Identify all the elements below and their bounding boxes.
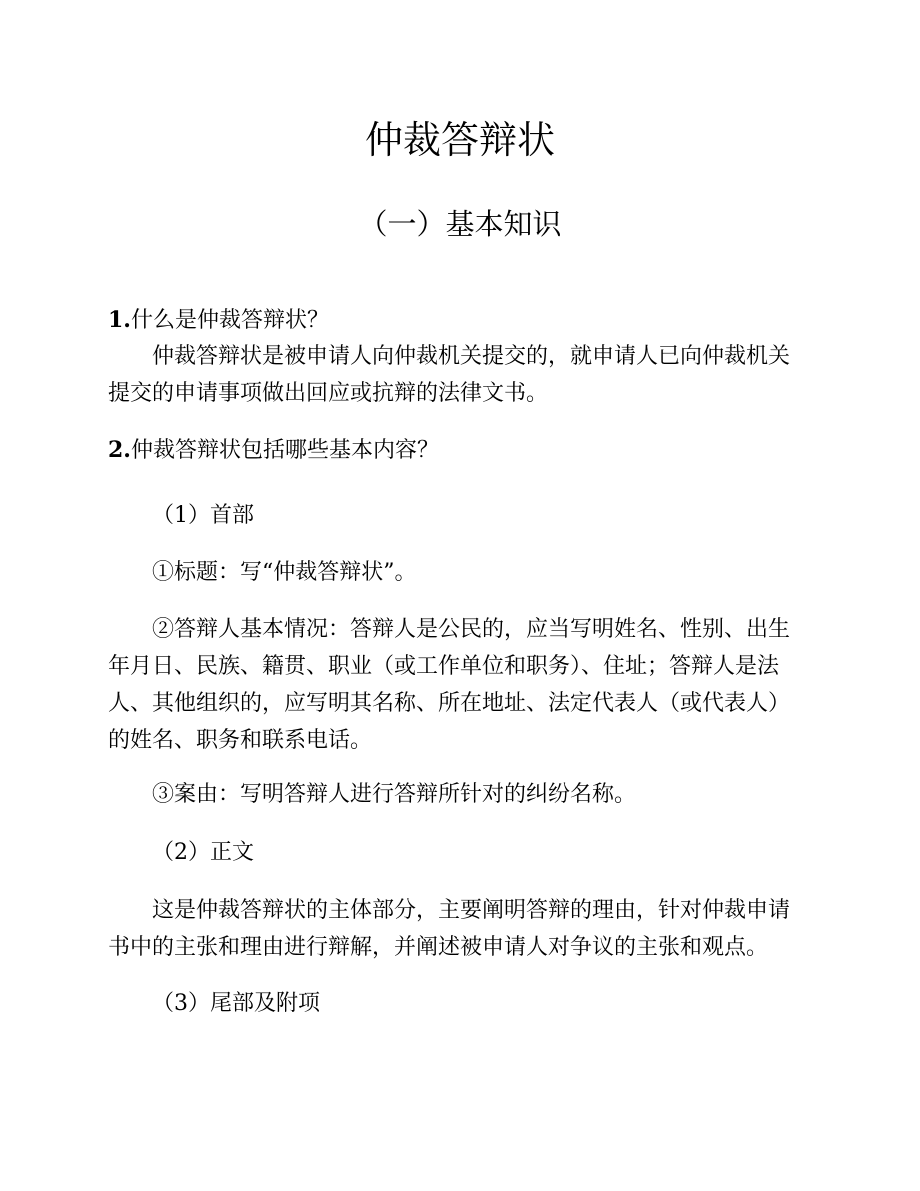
question-1-answer: 仲裁答辩状是被申请人向仲裁机关提交的，就申请人已向仲裁机关提交的申请事项做出回应或抗辩的法律文书。: [108, 344, 791, 406]
question-1-number: 1.: [108, 307, 131, 333]
part-1-heading: （1）首部: [152, 503, 254, 528]
part-1-item-case-cause: ③案由：写明答辩人进行答辩所针对的纠纷名称。: [152, 782, 637, 807]
part-1-item-title: ①标题：写“仲裁答辩状”。: [152, 560, 417, 585]
part-2-text: 这是仲裁答辩状的主体部分，主要阐明答辩的理由，针对仲裁申请书中的主张和理由进行辩解，并阐述被申请人对争议的主张和观点。: [108, 898, 791, 960]
document-title: 仲裁答辩状: [364, 118, 555, 162]
question-2-number: 2.: [108, 437, 131, 463]
question-1: [108, 302, 808, 339]
question-2: [108, 432, 808, 469]
part-1-item-respondent-info: ②答辩人基本情况：答辩人是公民的，应当写明姓名、性别、出生年月日、民族、籍贯、职业（或工作单位和职务）、住址；答辩人是法人、其他组织的，应写明其名称、所在地址、法定代表人（或代表人）的姓名、职务和联系电话。: [108, 617, 791, 753]
part-2-heading: （2）正文: [152, 840, 254, 865]
question-2-text: 仲裁答辩状包括哪些基本内容？: [130, 438, 439, 463]
part-3-heading: （3）尾部及附项: [152, 991, 320, 1016]
question-1-text: 什么是仲裁答辩状？: [130, 308, 329, 333]
section-heading: （一）基本知识: [358, 207, 562, 241]
